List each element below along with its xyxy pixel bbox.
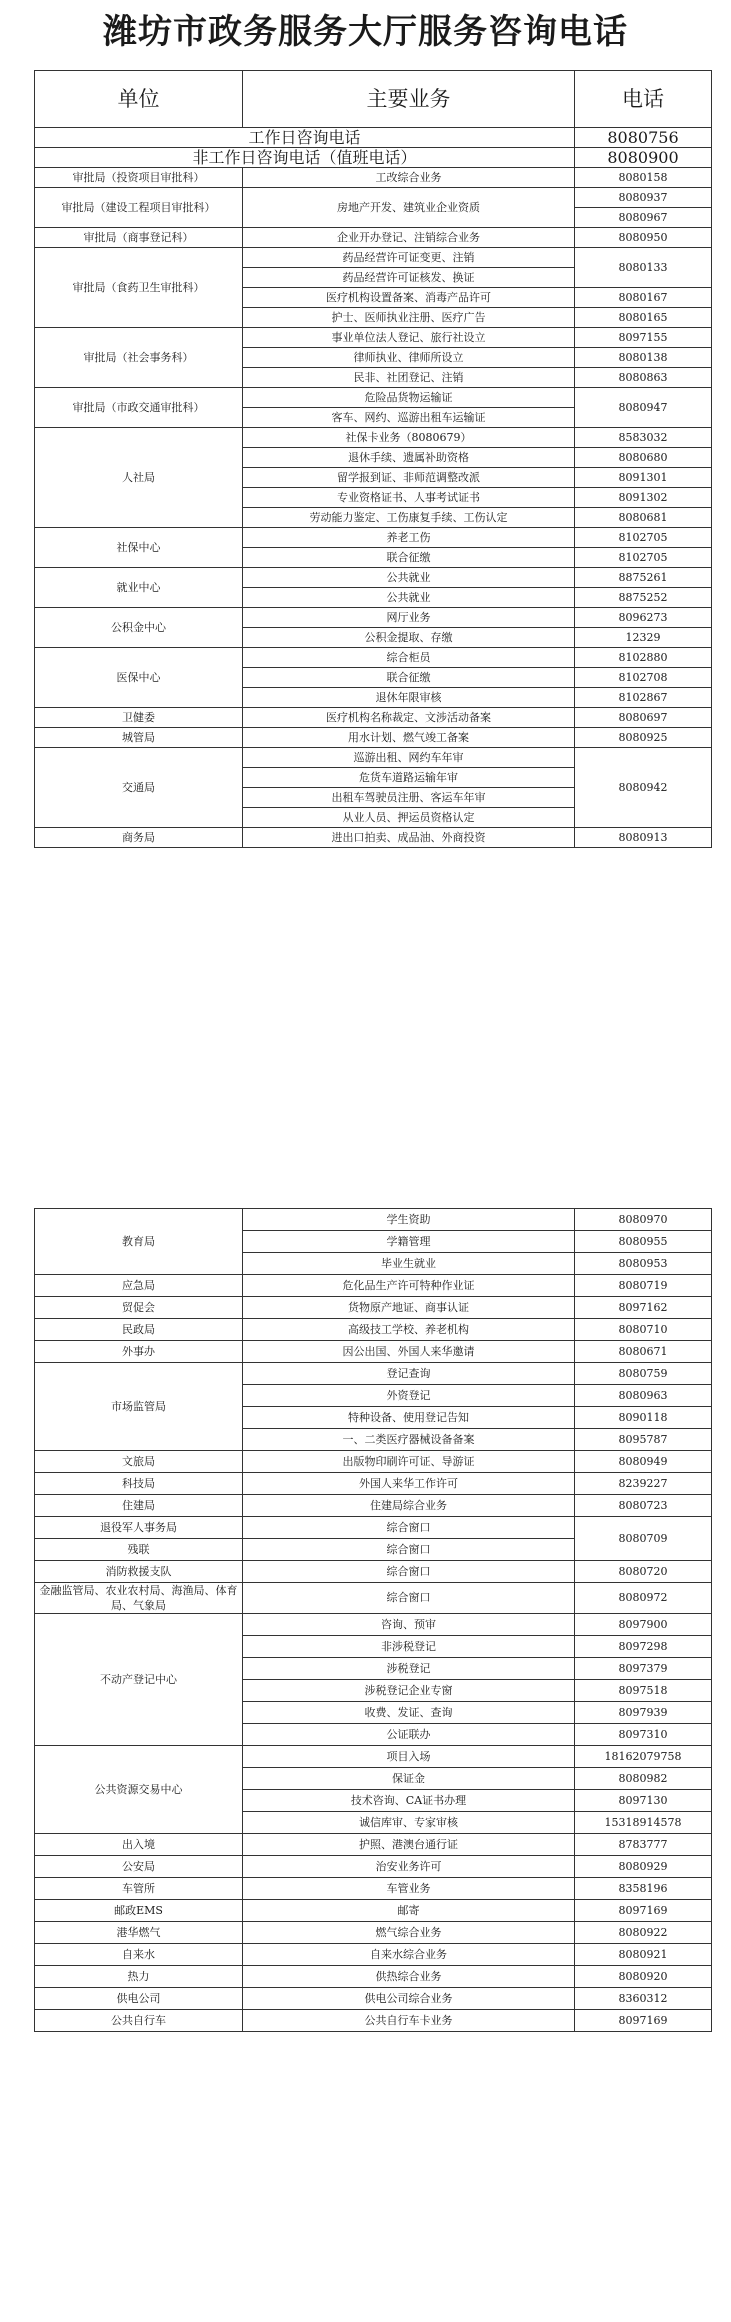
business-cell: 留学报到证、非师范调整改派 [243,468,575,488]
business-cell: 邮寄 [243,1900,575,1922]
phone-cell: 8583032 [575,428,712,448]
unit-cell: 商务局 [35,828,243,848]
unit-cell: 就业中心 [35,568,243,608]
phone-cell: 8080947 [575,388,712,428]
phone-cell: 8358196 [575,1878,712,1900]
phone-cell: 8783777 [575,1834,712,1856]
business-cell: 项目入场 [243,1746,575,1768]
table-row [35,1856,712,1878]
business-cell: 一、二类医疗器械设备备案 [243,1429,575,1451]
unit-cell: 交通局 [35,748,243,828]
unit-cell: 审批局（建设工程项目审批科） [35,188,243,228]
phone-cell: 8097900 [575,1614,712,1636]
phone-cell: 8080937 [575,188,712,208]
contact-table-1 [34,70,712,848]
business-cell: 综合窗口 [243,1517,575,1539]
unit-cell: 人社局 [35,428,243,528]
table-row [35,1363,712,1385]
unit-cell: 社保中心 [35,528,243,568]
unit-cell: 出入境 [35,1834,243,1856]
phone-cell: 15318914578 [575,1812,712,1834]
table-row [35,2010,712,2032]
table-row [35,428,712,448]
business-cell: 工改综合业务 [243,168,575,188]
phone-cell: 8102867 [575,688,712,708]
phone-cell: 8360312 [575,1988,712,2010]
business-cell: 出租车驾驶员注册、客运车年审 [243,788,575,808]
phone-cell: 8097310 [575,1724,712,1746]
table-row [35,1966,712,1988]
business-cell: 燃气综合业务 [243,1922,575,1944]
business-cell: 护照、港澳台通行证 [243,1834,575,1856]
table-row [35,1451,712,1473]
business-cell: 医疗机构设置备案、消毒产品许可 [243,288,575,308]
table-row [35,1319,712,1341]
unit-cell: 民政局 [35,1319,243,1341]
table-row [35,568,712,588]
table-row [35,1834,712,1856]
phone-cell: 8102705 [575,528,712,548]
table-row [35,1988,712,2010]
unit-cell: 港华燃气 [35,1922,243,1944]
phone-cell: 8080920 [575,1966,712,1988]
table-row [35,1561,712,1583]
business-cell: 自来水综合业务 [243,1944,575,1966]
business-cell: 从业人员、押运员资格认定 [243,808,575,828]
business-cell: 综合窗口 [243,1561,575,1583]
phone-cell: 8080967 [575,208,712,228]
business-cell: 车管业务 [243,1878,575,1900]
table-row [35,1746,712,1768]
unit-cell: 消防救援支队 [35,1561,243,1583]
unit-cell: 审批局（食药卫生审批科） [35,248,243,328]
business-cell: 律师执业、律师所设立 [243,348,575,368]
table-row [35,728,712,748]
phone-cell: 8080167 [575,288,712,308]
business-cell: 公证联办 [243,1724,575,1746]
business-cell: 综合窗口 [243,1583,575,1614]
phone-cell: 8080138 [575,348,712,368]
phone-cell: 8239227 [575,1473,712,1495]
unit-cell: 住建局 [35,1495,243,1517]
hotline-label: 工作日咨询电话 [35,128,575,148]
business-cell: 网厅业务 [243,608,575,628]
business-cell: 因公出国、外国人来华邀请 [243,1341,575,1363]
unit-cell: 科技局 [35,1473,243,1495]
table-row [35,188,712,208]
phone-cell: 8097155 [575,328,712,348]
hotline-row [35,128,712,148]
phone-cell: 8097162 [575,1297,712,1319]
phone-cell: 8102708 [575,668,712,688]
unit-cell: 热力 [35,1966,243,1988]
phone-cell: 8080963 [575,1385,712,1407]
hotline-phone: 8080756 [575,128,712,148]
business-cell: 事业单位法人登记、旅行社设立 [243,328,575,348]
business-cell: 货物原产地证、商事认证 [243,1297,575,1319]
unit-cell: 审批局（商事登记科） [35,228,243,248]
unit-cell: 金融监管局、农业农村局、海渔局、体育局、气象局 [35,1583,243,1614]
table-row [35,248,712,268]
phone-cell: 18162079758 [575,1746,712,1768]
header-unit: 单位 [35,71,243,128]
business-cell: 公共就业 [243,588,575,608]
business-cell: 养老工伤 [243,528,575,548]
table-row [35,1275,712,1297]
table-row [35,828,712,848]
phone-cell: 8080158 [575,168,712,188]
business-cell: 医疗机构名称裁定、文涉活动备案 [243,708,575,728]
phone-cell: 8080863 [575,368,712,388]
unit-cell: 审批局（市政交通审批科） [35,388,243,428]
table-row [35,608,712,628]
business-cell: 技术咨询、CA证书办理 [243,1790,575,1812]
business-cell: 社保卡业务（8080679） [243,428,575,448]
business-cell: 供热综合业务 [243,1966,575,1988]
phone-cell: 8080709 [575,1517,712,1561]
table-row [35,1495,712,1517]
phone-cell: 8080921 [575,1944,712,1966]
business-cell: 高级技工学校、养老机构 [243,1319,575,1341]
business-cell: 非涉税登记 [243,1636,575,1658]
business-cell: 毕业生就业 [243,1253,575,1275]
phone-cell: 8096273 [575,608,712,628]
phone-cell: 8875261 [575,568,712,588]
phone-cell: 8080922 [575,1922,712,1944]
phone-cell: 8097379 [575,1658,712,1680]
business-cell: 药品经营许可证核发、换证 [243,268,575,288]
phone-cell: 8080949 [575,1451,712,1473]
table-row [35,1297,712,1319]
business-cell: 住建局综合业务 [243,1495,575,1517]
phone-cell: 8080972 [575,1583,712,1614]
business-cell: 登记查询 [243,1363,575,1385]
table-row [35,1922,712,1944]
unit-cell: 审批局（社会事务科） [35,328,243,388]
business-cell: 收费、发证、查询 [243,1702,575,1724]
phone-cell: 8080710 [575,1319,712,1341]
unit-cell: 市场监管局 [35,1363,243,1451]
business-cell: 保证金 [243,1768,575,1790]
phone-cell: 8080671 [575,1341,712,1363]
business-cell: 公积金提取、存缴 [243,628,575,648]
phone-cell: 8097939 [575,1702,712,1724]
phone-cell: 8080970 [575,1209,712,1231]
unit-cell: 教育局 [35,1209,243,1275]
unit-cell: 应急局 [35,1275,243,1297]
phone-cell: 12329 [575,628,712,648]
table-row [35,1614,712,1636]
table-row [35,228,712,248]
phone-cell: 8080681 [575,508,712,528]
phone-cell: 8091302 [575,488,712,508]
business-cell: 企业开办登记、注销综合业务 [243,228,575,248]
phone-cell: 8080913 [575,828,712,848]
table-row [35,708,712,728]
table-row [35,528,712,548]
business-cell: 综合柜员 [243,648,575,668]
table-row [35,328,712,348]
business-cell: 退休手续、遗属补助资格 [243,448,575,468]
phone-cell: 8097169 [575,1900,712,1922]
unit-cell: 不动产登记中心 [35,1614,243,1746]
business-cell: 危货车道路运输年审 [243,768,575,788]
phone-cell: 8090118 [575,1407,712,1429]
business-cell: 劳动能力鉴定、工伤康复手续、工伤认定 [243,508,575,528]
business-cell: 综合窗口 [243,1539,575,1561]
phone-cell: 8097169 [575,2010,712,2032]
business-cell: 用水计划、燃气竣工备案 [243,728,575,748]
table-row [35,1583,712,1614]
business-cell: 危化品生产许可特种作业证 [243,1275,575,1297]
business-cell: 公共就业 [243,568,575,588]
phone-cell: 8080719 [575,1275,712,1297]
business-cell: 诚信库审、专家审核 [243,1812,575,1834]
hotline-phone: 8080900 [575,148,712,168]
table-header [35,71,712,128]
business-cell: 特种设备、使用登记告知 [243,1407,575,1429]
unit-cell: 卫健委 [35,708,243,728]
unit-cell: 医保中心 [35,648,243,708]
unit-cell: 供电公司 [35,1988,243,2010]
unit-cell: 公积金中心 [35,608,243,648]
phone-cell: 8080955 [575,1231,712,1253]
phone-cell: 8080925 [575,728,712,748]
phone-cell: 8102705 [575,548,712,568]
business-cell: 客车、网约、巡游出租车运输证 [243,408,575,428]
contact-table-2 [34,1208,712,2032]
table-row [35,1944,712,1966]
phone-cell: 8080723 [575,1495,712,1517]
business-cell: 学生资助 [243,1209,575,1231]
business-cell: 护士、医师执业注册、医疗广告 [243,308,575,328]
business-cell: 专业资格证书、人事考试证书 [243,488,575,508]
unit-cell: 外事办 [35,1341,243,1363]
business-cell: 治安业务许可 [243,1856,575,1878]
table-row [35,1341,712,1363]
business-cell: 退休年限审核 [243,688,575,708]
business-cell: 房地产开发、建筑业企业资质 [243,188,575,228]
unit-cell: 退役军人事务局 [35,1517,243,1539]
phone-cell: 8095787 [575,1429,712,1451]
table-row [35,748,712,768]
phone-cell: 8080680 [575,448,712,468]
business-cell: 学籍管理 [243,1231,575,1253]
unit-cell: 公共自行车 [35,2010,243,2032]
business-cell: 危险品货物运输证 [243,388,575,408]
unit-cell: 城管局 [35,728,243,748]
phone-cell: 8102880 [575,648,712,668]
unit-cell: 文旅局 [35,1451,243,1473]
phone-cell: 8097130 [575,1790,712,1812]
phone-cell: 8080929 [575,1856,712,1878]
business-cell: 出版物印刷许可证、导游证 [243,1451,575,1473]
phone-cell: 8091301 [575,468,712,488]
phone-cell: 8080720 [575,1561,712,1583]
unit-cell: 审批局（投资项目审批科） [35,168,243,188]
phone-cell: 8097298 [575,1636,712,1658]
phone-cell: 8080953 [575,1253,712,1275]
hotline-label: 非工作日咨询电话（值班电话） [35,148,575,168]
business-cell: 民非、社团登记、注销 [243,368,575,388]
table-row [35,1517,712,1539]
business-cell: 外国人来华工作许可 [243,1473,575,1495]
table-row [35,648,712,668]
phone-cell: 8080759 [575,1363,712,1385]
phone-cell: 8097518 [575,1680,712,1702]
phone-cell: 8875252 [575,588,712,608]
business-cell: 联合征缴 [243,548,575,568]
table-row [35,1900,712,1922]
unit-cell: 邮政EMS [35,1900,243,1922]
phone-cell: 8080982 [575,1768,712,1790]
business-cell: 涉税登记 [243,1658,575,1680]
table-row [35,1209,712,1231]
phone-cell: 8080942 [575,748,712,828]
phone-cell: 8080165 [575,308,712,328]
table-row [35,1878,712,1900]
business-cell: 外资登记 [243,1385,575,1407]
hotline-row [35,148,712,168]
business-cell: 咨询、预审 [243,1614,575,1636]
phone-cell: 8080133 [575,248,712,288]
business-cell: 供电公司综合业务 [243,1988,575,2010]
unit-cell: 公共资源交易中心 [35,1746,243,1834]
table-row [35,388,712,408]
business-cell: 进出口拍卖、成品油、外商投资 [243,828,575,848]
table-row [35,168,712,188]
business-cell: 涉税登记企业专窗 [243,1680,575,1702]
unit-cell: 残联 [35,1539,243,1561]
header-business: 主要业务 [243,71,575,128]
unit-cell: 自来水 [35,1944,243,1966]
business-cell: 巡游出租、网约车年审 [243,748,575,768]
unit-cell: 贸促会 [35,1297,243,1319]
phone-cell: 8080697 [575,708,712,728]
phone-cell: 8080950 [575,228,712,248]
business-cell: 药品经营许可证变更、注销 [243,248,575,268]
header-phone: 电话 [575,71,712,128]
page-title: 潍坊市政务服务大厅服务咨询电话 [103,12,628,52]
business-cell: 联合征缴 [243,668,575,688]
unit-cell: 公安局 [35,1856,243,1878]
unit-cell: 车管所 [35,1878,243,1900]
table-row [35,1473,712,1495]
business-cell: 公共自行车卡业务 [243,2010,575,2032]
